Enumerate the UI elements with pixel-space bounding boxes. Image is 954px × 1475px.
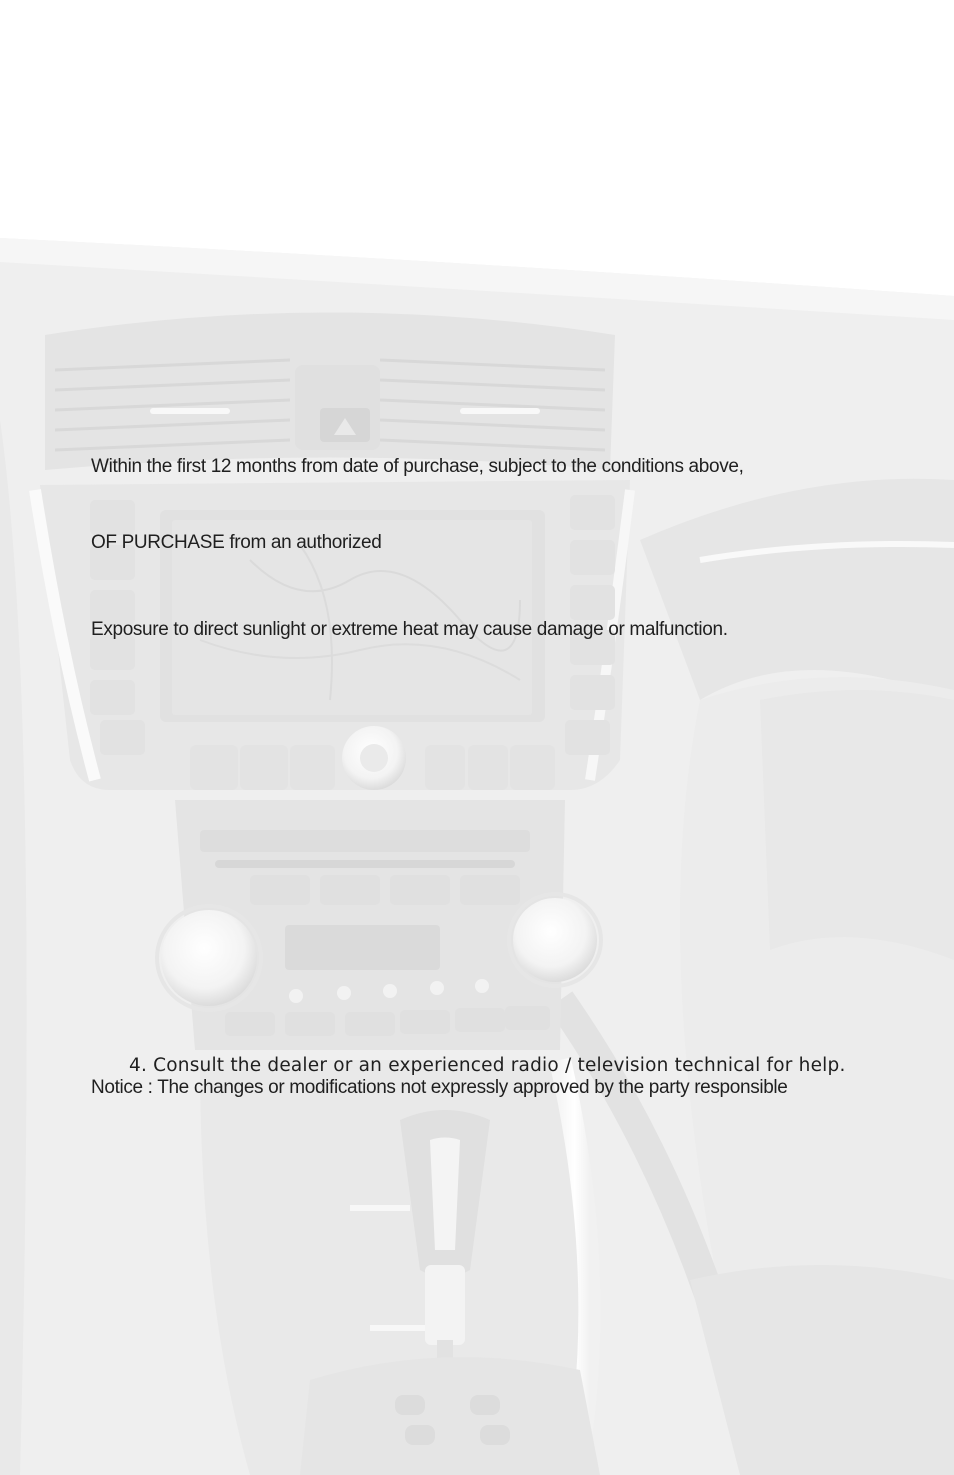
proof-of-purchase-text: OF PURCHASE from an authorized (91, 532, 382, 553)
consult-dealer-text: 4. Consult the dealer or an experienced radio / television technical for help. (129, 1055, 846, 1076)
sunlight-warning-text: Exposure to direct sunlight or extreme heat may cause damage or malfunction. (91, 619, 728, 640)
modification-notice-text: Notice : The changes or modifications not expressly approved by the party responsible (91, 1077, 788, 1098)
warranty-period-text: Within the first 12 months from date of purchase, subject to the conditions above, (91, 456, 744, 477)
